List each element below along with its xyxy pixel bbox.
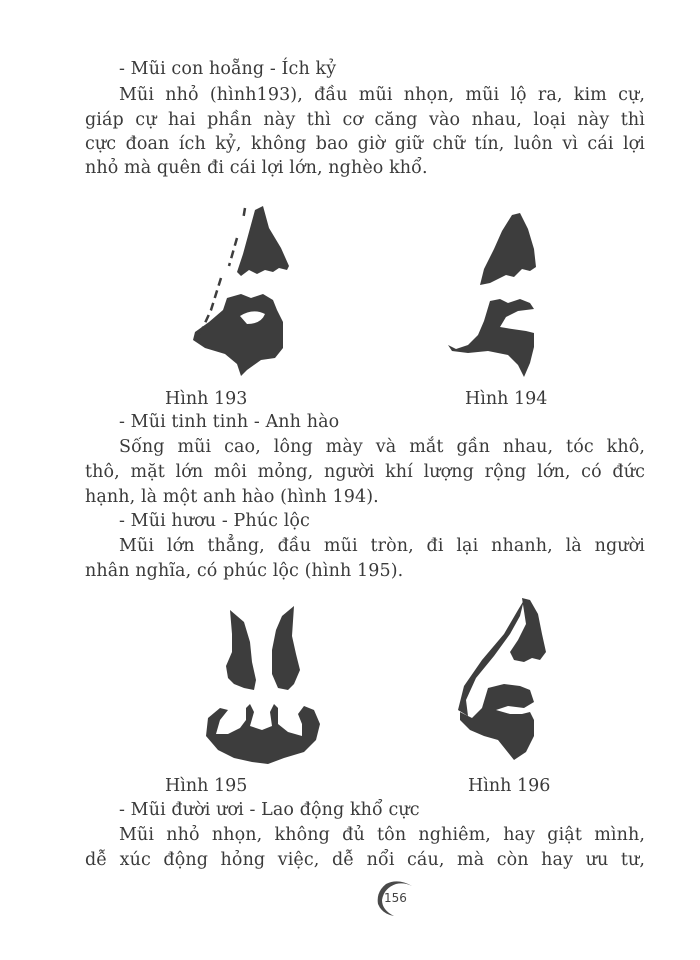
section-heading: - Mũi đười ươi - Lao động khổ cực [119, 800, 420, 820]
paragraph-line: Mũi nhỏ nhọn, không đủ tôn nghiêm, hay giật mình, [119, 825, 645, 845]
paragraph-line: dễ xúc động hỏng việc, dễ nổi cáu, mà còn hay ưu tư, [85, 850, 645, 870]
figure-caption: Hình 196 [468, 776, 551, 796]
figure-caption: Hình 194 [465, 389, 548, 409]
paragraph-line: hạnh, là một anh hào (hình 194). [85, 487, 379, 507]
section-heading: - Mũi con hoẵng - Ích kỷ [119, 59, 337, 79]
page-number: 156 [384, 891, 407, 905]
paragraph-line: Mũi lớn thẳng, đầu mũi tròn, đi lại nhanh, là người [119, 536, 645, 556]
figure-caption: Hình 195 [165, 776, 248, 796]
paragraph-line: Mũi nhỏ (hình193), đầu mũi nhọn, mũi lộ ra, kim cự, [119, 85, 645, 105]
figure-caption: Hình 193 [165, 389, 248, 409]
figure-194-nose-icon [438, 205, 568, 380]
section-heading: - Mũi tinh tinh - Anh hào [119, 412, 340, 432]
paragraph-line: giáp cự hai phần này thì cơ căng vào nhau, loại này thì [85, 110, 645, 130]
figure-196-nose-icon [448, 590, 558, 770]
figure-193-nose-icon [185, 198, 295, 383]
paragraph-line: nhỏ mà quên đi cái lợi lớn, nghèo khổ. [85, 158, 428, 178]
paragraph-line: cực đoan ích kỷ, không bao giờ giữ chữ tín, luôn vì cái lợi [85, 134, 645, 154]
section-heading: - Mũi hươu - Phúc lộc [119, 511, 310, 531]
paragraph-line: thô, mặt lớn môi mỏng, người khí lượng rộng lớn, có đức [85, 462, 645, 482]
paragraph-line: Sống mũi cao, lông mày và mắt gần nhau, tóc khô, [119, 437, 645, 457]
page-number-badge [372, 878, 422, 918]
paragraph-line: nhân nghĩa, có phúc lộc (hình 195). [85, 561, 404, 581]
figure-195-nose-icon [198, 600, 323, 770]
